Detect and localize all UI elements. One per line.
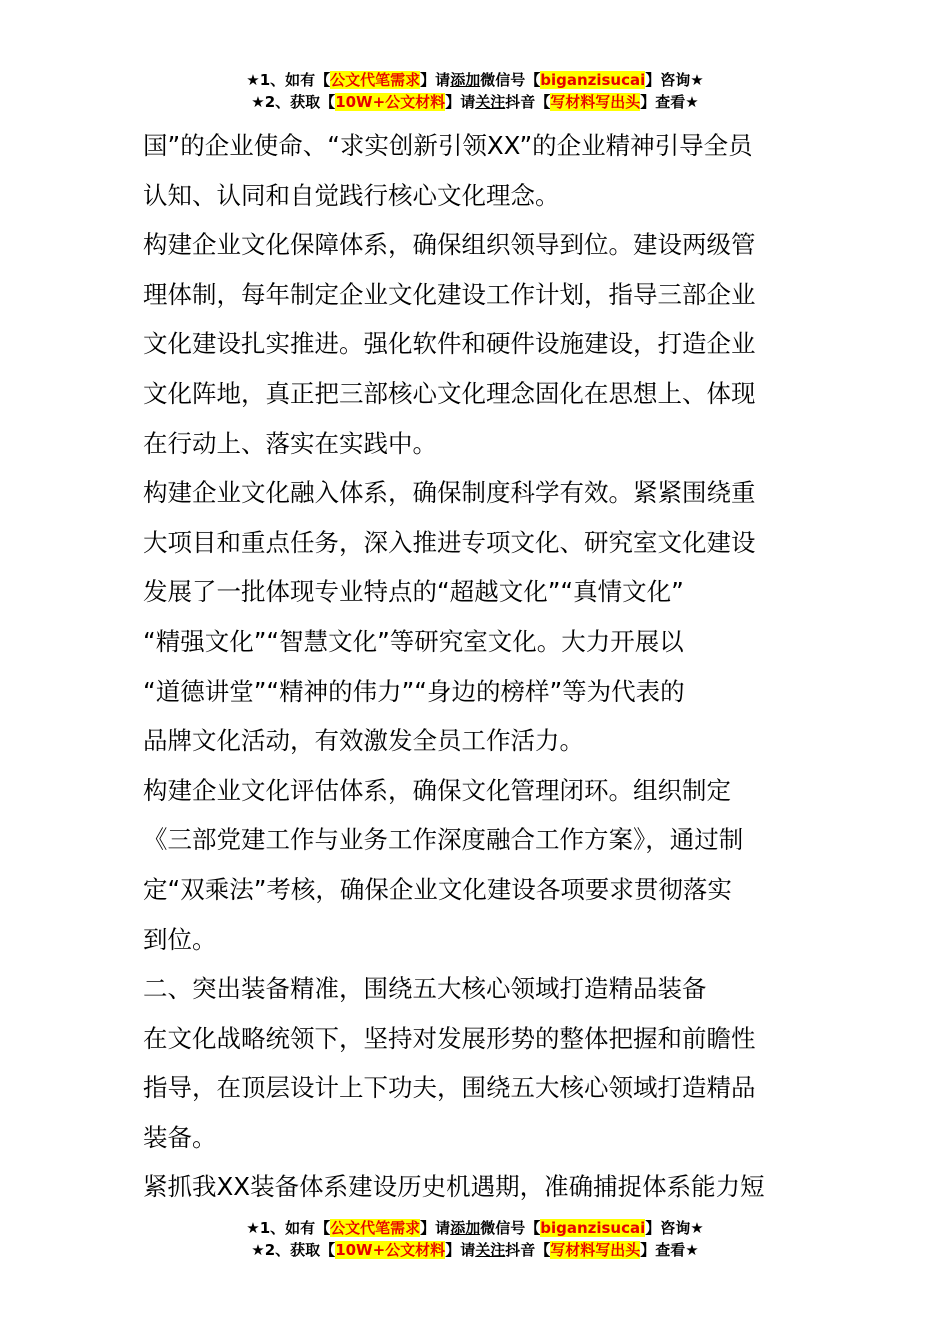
text-line: 文化建设扎实推进。强化软件和硬件设施建设，打造企业 [143, 329, 756, 359]
banner-text: 】请 [420, 71, 451, 89]
text-line: 《三部党建工作与业务工作深度融合工作方案》，通过制 [143, 825, 744, 855]
highlight-service: 公文代笔需求 [330, 1219, 421, 1237]
banner-text: 】请 [445, 93, 476, 111]
text-line: 紧抓我XX装备体系建设历史机遇期，准确捕捉体系能力短 [143, 1172, 765, 1202]
banner-emphasis: 添加 [450, 1219, 481, 1237]
header-banner [0, 69, 950, 113]
banner-text: ★2、获取【 [251, 93, 336, 111]
text-line: 国”的企业使命、“求实创新引领XX”的企业精神引导全员 [143, 131, 753, 160]
banner-line-1 [0, 69, 950, 91]
highlight-wechat-id: biganzisucai [540, 71, 646, 89]
banner-text: ★2、获取【 [251, 1241, 336, 1259]
document-body [143, 121, 811, 1212]
banner-text: 】请 [420, 1219, 451, 1237]
banner-text: 】查看★ [640, 1241, 699, 1259]
text-line: 文化阵地，真正把三部核心文化理念固化在思想上、体现 [143, 378, 756, 408]
footer-banner [0, 1217, 950, 1261]
banner-line-1 [0, 1217, 950, 1239]
highlight-service: 公文代笔需求 [330, 71, 421, 89]
banner-text: 微信号【 [480, 1219, 541, 1237]
text-line: 在文化战略统领下，坚持对发展形势的整体把握和前瞻性 [143, 1023, 756, 1053]
banner-line-2 [0, 1239, 950, 1261]
highlight-douyin: 写材料写出头 [550, 93, 641, 111]
text-line: 理体制，每年制定企业文化建设工作计划，指导三部企业 [143, 279, 756, 309]
text-line: 构建企业文化评估体系，确保文化管理闭环。组织制定 [143, 775, 731, 805]
text-line: 装备。 [143, 1122, 217, 1152]
text-line: 指导，在顶层设计上下功夫，围绕五大核心领域打造精品 [143, 1073, 756, 1103]
highlight-materials: 10W+公文材料 [335, 93, 446, 111]
banner-text: ★1、如有【 [246, 1219, 331, 1237]
highlight-douyin: 写材料写出头 [550, 1241, 641, 1259]
banner-text: 】咨询★ [645, 71, 704, 89]
text-line: 认知、认同和自觉践行核心文化理念。 [143, 180, 560, 210]
text-line: 品牌文化活动，有效激发全员工作活力。 [143, 726, 584, 756]
highlight-materials: 10W+公文材料 [335, 1241, 446, 1259]
text-line: 到位。 [143, 924, 217, 954]
banner-emphasis: 关注 [475, 93, 506, 111]
text-line: 定“双乘法”考核，确保企业文化建设各项要求贯彻落实 [143, 874, 732, 904]
text-line: “精强文化”“智慧文化”等研究室文化。大力开展以 [143, 626, 684, 656]
text-line: “道德讲堂”“精神的伟力”“身边的榜样”等为代表的 [143, 676, 685, 706]
banner-text: 抖音【 [505, 1241, 551, 1259]
text-line: 构建企业文化融入体系，确保制度科学有效。紧紧围绕重 [143, 478, 756, 508]
text-line: 构建企业文化保障体系，确保组织领导到位。建设两级管 [143, 230, 756, 260]
highlight-wechat-id: biganzisucai [540, 1219, 646, 1237]
text-line: 在行动上、落实在实践中。 [143, 428, 437, 458]
text-line: 大项目和重点任务，深入推进专项文化、研究室文化建设 [143, 527, 756, 557]
banner-emphasis: 关注 [475, 1241, 506, 1259]
banner-text: 微信号【 [480, 71, 541, 89]
banner-text: 】咨询★ [645, 1219, 704, 1237]
text-line: 发展了一批体现专业特点的“超越文化”“真情文化” [143, 577, 684, 607]
section-heading: 二、突出装备精准，围绕五大核心领域打造精品装备 [143, 974, 707, 1004]
banner-text: ★1、如有【 [246, 71, 331, 89]
banner-text: 抖音【 [505, 93, 551, 111]
banner-emphasis: 添加 [450, 71, 481, 89]
banner-line-2 [0, 91, 950, 113]
banner-text: 】请 [445, 1241, 476, 1259]
banner-text: 】查看★ [640, 93, 699, 111]
